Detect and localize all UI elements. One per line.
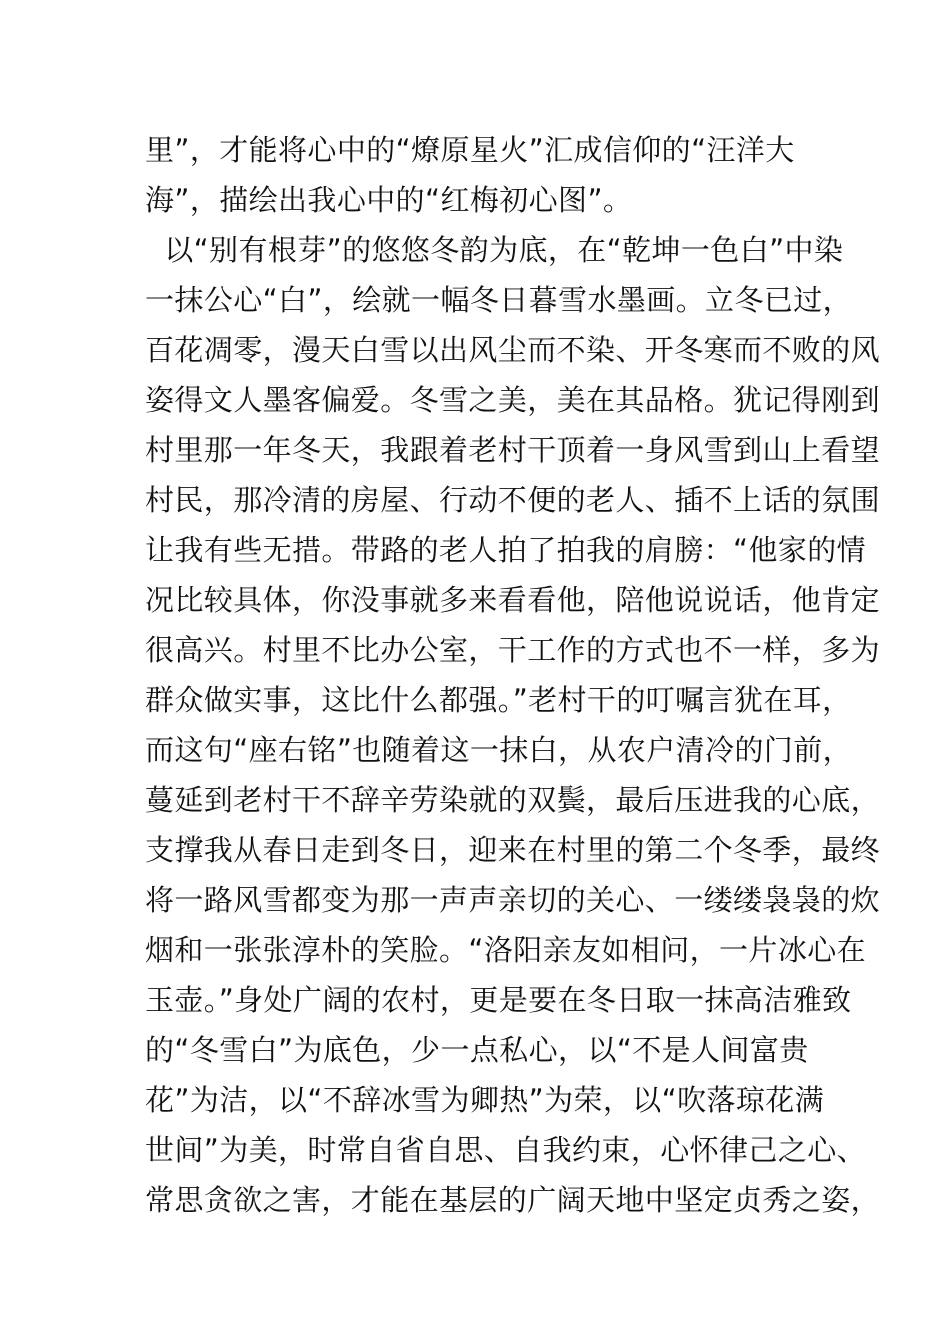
text-line: 姿得文人墨客偏爱。冬雪之美，美在其品格。犹记得刚到 [145,383,881,417]
text-line: 花”为洁，以“不辞冰雪为卿热”为荣，以“吹落琼花满 [145,1083,825,1117]
text-line: 烟和一张张淳朴的笑脸。“洛阳亲友如相问，一片冰心在 [145,933,867,967]
text-line: 百花凋零，漫天白雪以出风尘而不染、开冬寒而不败的风 [145,333,881,367]
text-line: 村里那一年冬天，我跟着老村干顶着一身风雪到山上看望 [145,433,881,467]
text-line: 村民，那冷清的房屋、行动不便的老人、插不上话的氛围 [145,483,881,517]
text-line: 蔓延到老村干不辞辛劳染就的双鬓，最后压进我的心底， [145,783,881,817]
text-line: 群众做实事，这比什么都强。”老村干的叮嘱言犹在耳， [145,683,852,717]
text-line: 的“冬雪白”为底色，少一点私心，以“不是人间富贵 [145,1033,809,1067]
text-line: 很高兴。村里不比办公室，干工作的方式也不一样，多为 [145,633,881,667]
body-text [145,125,881,1225]
text-line: 里”，才能将心中的“燎原星火”汇成信仰的“汪洋大 [145,133,795,167]
text-line: 玉壶。”身处广阔的农村，更是要在冬日取一抹高洁雅致 [145,983,852,1017]
text-line: 况比较具体，你没事就多来看看他，陪他说说话，他肯定 [145,583,881,617]
text-line: 世间”为美，时常自省自思、自我约束，心怀律己之心、 [145,1133,867,1167]
text-line: 而这句“座右铭”也随着这一抹白，从农户清冷的门前， [145,733,853,767]
text-line: 让我有些无措。带路的老人拍了拍我的肩膀：“他家的情 [145,533,867,567]
text-line: 以“别有根芽”的悠悠冬韵为底，在“乾坤一色白”中染 [145,233,844,267]
text-line: 支撑我从春日走到冬日，迎来在村里的第二个冬季，最终 [145,833,881,867]
text-line: 将一路风雪都变为那一声声亲切的关心、一缕缕袅袅的炊 [145,883,881,917]
text-line: 常思贪欲之害，才能在基层的广阔天地中坚定贞秀之姿， [145,1183,881,1217]
text-line: 一抹公心“白”，绘就一幅冬日暮雪水墨画。立冬已过， [145,283,853,317]
text-line: 海”，描绘出我心中的“红梅初心图”。 [145,183,633,217]
